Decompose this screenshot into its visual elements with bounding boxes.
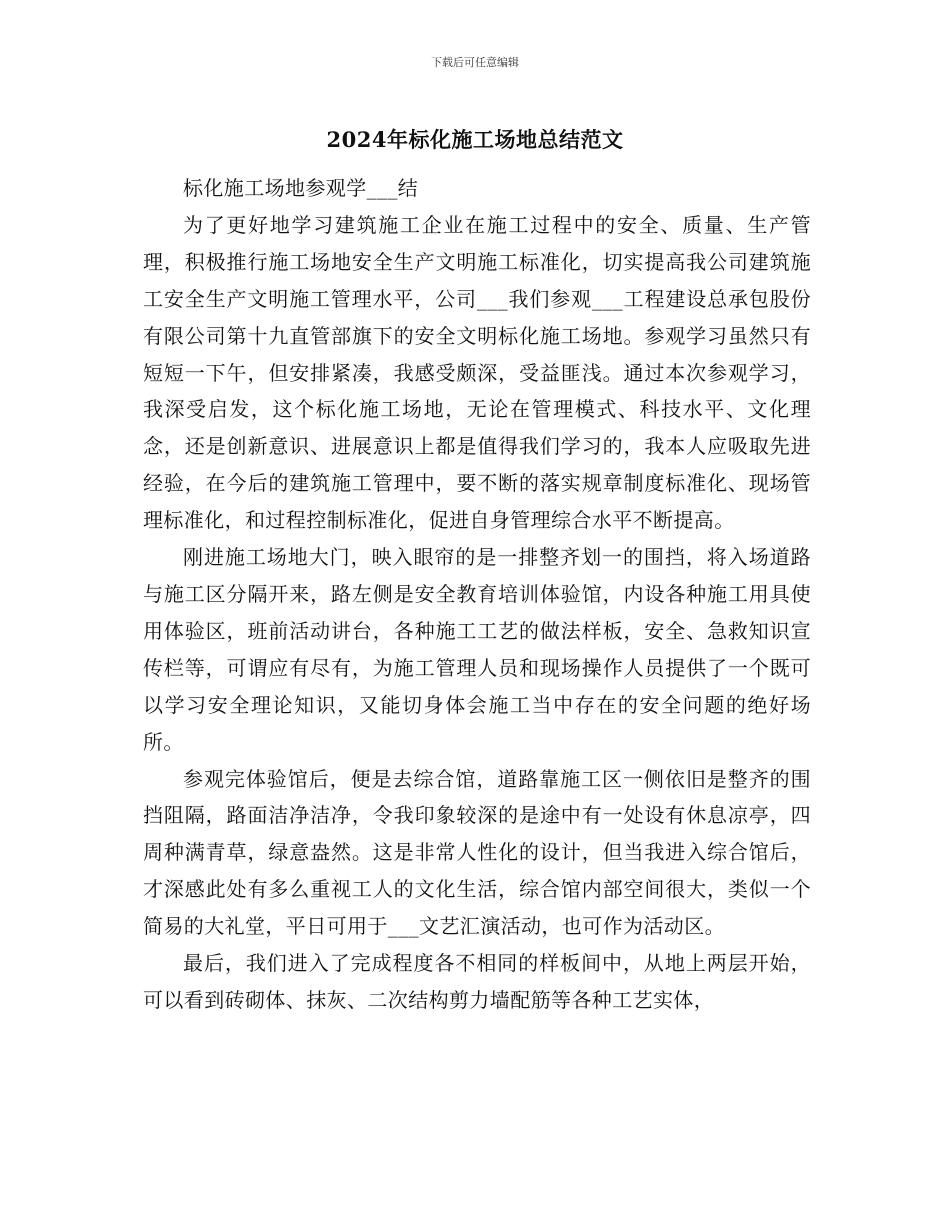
paragraph: 最后，我们进入了完成程度各不相同的样板间中，从地上两层开始，可以看到砖砌体、抹灰、二次结构剪力墙配筋等各种工艺实体， (143, 951, 811, 1012)
document-title: 2024年标化施工场地总结范文 (326, 127, 624, 152)
header-note: 下载后可任意编辑 (431, 56, 519, 69)
paragraph: 刚进施工场地大门，映入眼帘的是一排整齐划一的围挡，将入场道路与施工区分隔开来，路左侧是安全教育培训体验馆，内设各种施工用具使用体验区，班前活动讲台，各种施工工艺的做法样板，安全、急救知识宣传栏等，可谓应有尽有，为施工管理人员和现场操作人员提供了一个既可以学习安全理论知识，又能切身体会施工当中存在的安全问题的绝好场所。 (143, 545, 811, 754)
paragraph: 为了更好地学习建筑施工企业在施工过程中的安全、质量、生产管理，积极推行施工场地安全生产文明施工标准化，切实提高我公司建筑施工安全生产文明施工管理水平，公司___我们参观___工程建设总承包股份有限公司第十九直管部旗下的安全文明标化施工场地。参观学习虽然只有短短一下午，但安排紧凑，我感受颇深，受益匪浅。通过本次参观学习，我深受启发，这个标化施工场地，无论在管理模式、科技水平、文化理念，还是创新意识、进展意识上都是值得我们学习的，我本人应吸取先进经验，在今后的建筑施工管理中，要不断的落实规章制度标准化、现场管理标准化，和过程控制标准化，促进自身管理综合水平不断提高。 (143, 212, 811, 533)
document-body (143, 170, 811, 1019)
document-subtitle: 标化施工场地参观学___结 (183, 176, 419, 200)
paragraph: 参观完体验馆后，便是去综合馆，道路靠施工区一侧依旧是整齐的围挡阻隔，路面洁净洁净，令我印象较深的是途中有一处设有休息凉亭，四周种满青草，绿意盎然。这是非常人性化的设计，但当我进入综合馆后，才深感此处有多么重视工人的文化生活，综合馆内部空间很大，类似一个简易的大礼堂，平日可用于___文艺汇演活动，也可作为活动区。 (143, 766, 811, 939)
